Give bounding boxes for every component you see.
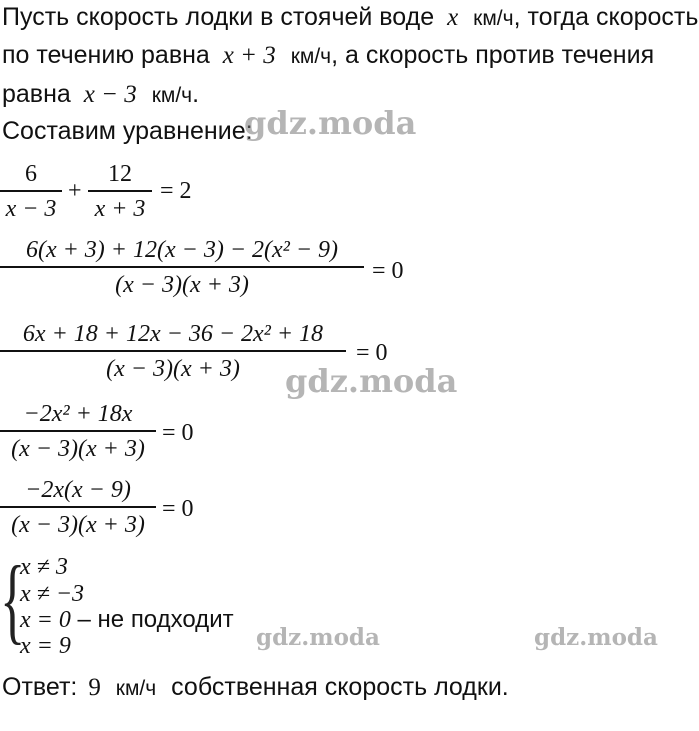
system-row-4: x = 9 — [20, 633, 71, 659]
fraction-numerator: 6 — [25, 161, 37, 187]
fraction-denominator: (x − 3)(x + 3) — [106, 356, 240, 382]
intro-text: Составим уравнение: — [2, 117, 253, 145]
system-row-3-expression: x = 0 — [20, 607, 71, 633]
system-row-2: x ≠ −3 — [20, 581, 85, 607]
watermark: gdz.moda — [244, 104, 417, 142]
fraction-bar — [88, 190, 152, 192]
intro-line-3 — [2, 79, 199, 111]
fraction-bar — [0, 266, 364, 268]
watermark: gdz.moda — [256, 624, 380, 651]
intro-text: равна — [2, 80, 71, 108]
unit-label: км/ч — [473, 7, 514, 30]
equation-2-rhs: = 0 — [372, 258, 404, 284]
equation-3-rhs: = 0 — [356, 340, 388, 366]
equation-2-fraction — [0, 236, 364, 299]
fraction-bar — [0, 506, 156, 508]
upstream-speed-expression: x − 3 — [83, 81, 137, 108]
fraction-bar — [0, 190, 62, 192]
system-row-3-note: – не подходит — [70, 606, 234, 633]
equation-1-fraction-1 — [0, 160, 62, 223]
intro-text: . — [192, 80, 200, 108]
fraction-numerator: 6x + 18 + 12x − 36 − 2x² + 18 — [22, 321, 324, 347]
system-row-3 — [20, 607, 234, 633]
system-brace: { — [0, 546, 26, 653]
intro-text: Пусть скорость лодки в стоячей воде — [2, 3, 435, 31]
fraction-denominator: (x − 3)(x + 3) — [11, 436, 145, 462]
fraction-numerator: −2x² + 18x — [23, 401, 133, 427]
fraction-denominator: (x − 3)(x + 3) — [11, 512, 145, 538]
unit-label: км/ч — [290, 45, 332, 68]
equation-4-fraction — [0, 400, 156, 463]
answer-unit: км/ч — [115, 677, 157, 700]
intro-line-1 — [2, 2, 698, 34]
fraction-denominator: x − 3 — [5, 196, 57, 222]
answer-value: 9 — [88, 674, 101, 701]
fraction-bar — [0, 350, 346, 352]
equation-5-fraction — [0, 476, 156, 539]
equation-4-rhs: = 0 — [162, 420, 194, 446]
fraction-bar — [0, 430, 156, 432]
fraction-numerator: −2x(x − 9) — [25, 477, 131, 503]
equation-1-plus: + — [68, 178, 82, 204]
fraction-numerator: 12 — [108, 161, 132, 187]
intro-text: по течению равна — [2, 41, 210, 69]
fraction-denominator: (x − 3)(x + 3) — [115, 272, 249, 298]
intro-text: , а скорость против течения — [331, 41, 655, 69]
answer-text: собственная скорость лодки. — [171, 673, 509, 701]
unit-label: км/ч — [151, 84, 193, 107]
intro-line-2 — [2, 40, 654, 72]
variable-x: x — [447, 4, 459, 31]
fraction-numerator: 6(x + 3) + 12(x − 3) − 2(x² − 9) — [25, 237, 339, 263]
answer-label: Ответ: — [2, 673, 78, 701]
fraction-denominator: x + 3 — [94, 196, 146, 222]
downstream-speed-expression: x + 3 — [222, 42, 276, 69]
intro-line-4 — [2, 116, 253, 146]
equation-1-rhs: = 2 — [160, 178, 192, 204]
equation-1-fraction-2 — [88, 160, 152, 223]
watermark: gdz.moda — [534, 624, 658, 651]
intro-text: , тогда скорость — [513, 3, 699, 31]
system-row-1: x ≠ 3 — [20, 554, 68, 580]
answer-line — [2, 672, 509, 704]
equation-5-rhs: = 0 — [162, 496, 194, 522]
watermark: gdz.moda — [285, 362, 458, 400]
